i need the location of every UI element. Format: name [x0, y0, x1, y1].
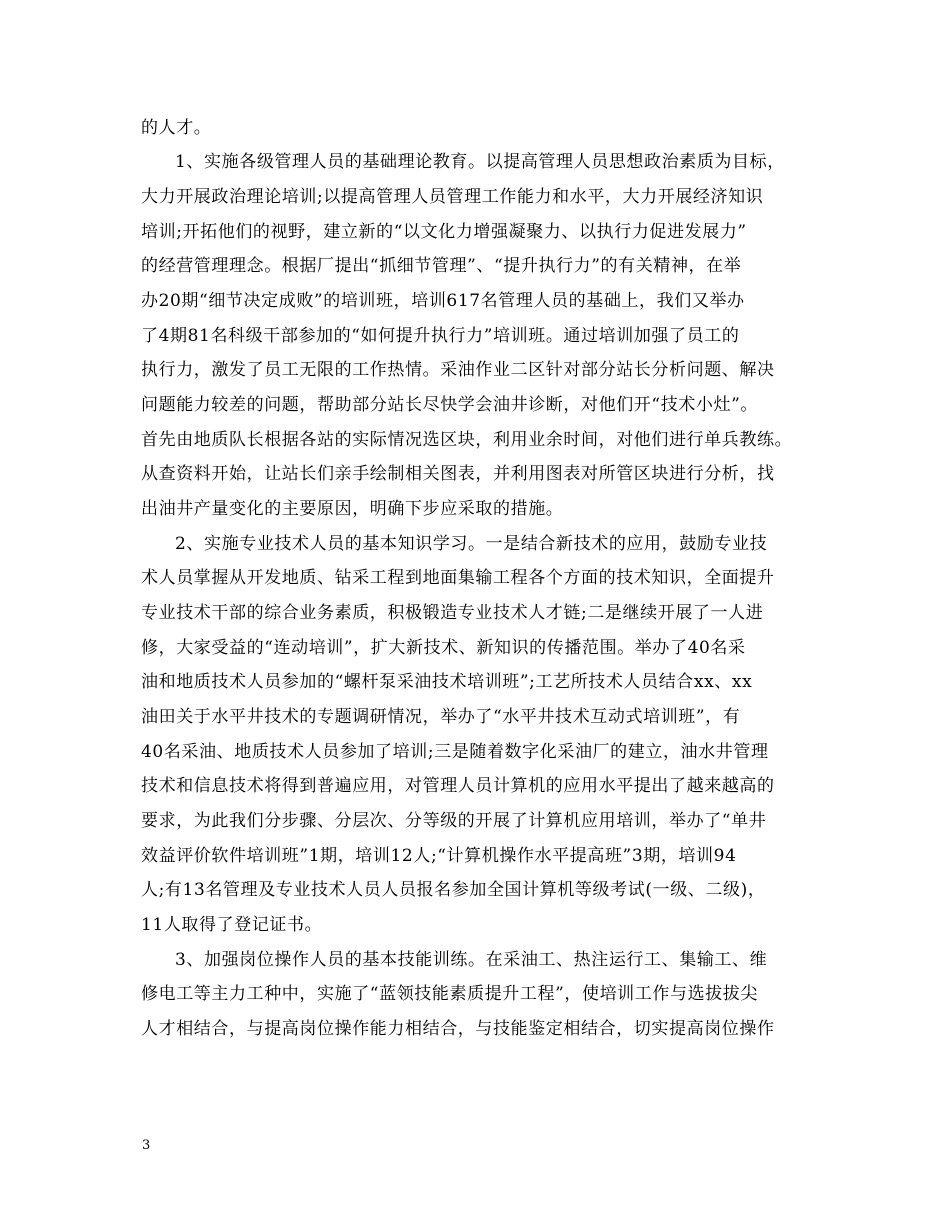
text-line: 专业技术干部的综合业务素质，积极锻造专业技术人才链;二是继续开展了一人进: [141, 603, 764, 623]
text-line: 的人才。: [141, 118, 212, 138]
text-line: 出油井产量变化的主要原因，明确下步应采取的措施。: [141, 499, 564, 519]
text-line: 人;有13名管理及专业技术人员人员报名参加全国计算机等级考试(一级、二级)，: [141, 880, 766, 900]
text-line: 的经营管理理念。根据厂提出“抓细节管理”、“提升执行力”的有关精神，在举: [141, 256, 742, 276]
text-line: 了4期81名科级干部参加的“如何提升执行力”培训班。通过培训加强了员工的: [141, 326, 740, 346]
text-line: 油田关于水平井技术的专题调研情况，举办了“水平井技术互动式培训班”，有: [141, 707, 741, 727]
text-line: 技术和信息技术将得到普遍应用，对管理人员计算机的应用水平提出了越来越高的: [141, 776, 775, 796]
text-line: 培训;开拓他们的视野，建立新的“以文化力增强凝聚力、以执行力促进发展力”: [141, 222, 747, 242]
text-line: 执行力，激发了员工无限的工作热情。采油作业二区针对部分站长分析问题、解决: [141, 360, 775, 380]
text-line: 办20期“细节决定成败”的培训班，培训617名管理人员的基础上，我们又举办: [141, 291, 745, 311]
text-line: 人才相结合，与提高岗位操作能力相结合，与技能鉴定相结合，切实提高岗位操作: [141, 1019, 775, 1039]
page-number: 3: [142, 1138, 151, 1153]
text-line: 修，大家受益的“连动培训”，扩大新技术、新知识的传播范围。举办了40名采: [141, 638, 746, 658]
text-line: 11人取得了登记证书。: [141, 915, 323, 935]
text-line: 3、加强岗位操作人员的基本技能训练。在采油工、热注运行工、集输工、维: [175, 950, 768, 970]
text-line: 从查资料开始，让站长们亲手绘制相关图表，并利用图表对所管区块进行分析，找: [141, 464, 775, 484]
text-line: 修电工等主力工种中，实施了“蓝领技能素质提升工程”，使培训工作与选拔拔尖: [141, 984, 758, 1004]
text-line: 效益评价软件培训班”1期，培训12人;“计算机操作水平提高班”3期，培训94: [141, 846, 737, 866]
text-line: 首先由地质队长根据各站的实际情况选区块，利用业余时间，对他们进行单兵教练。: [141, 430, 793, 450]
text-line: 术人员掌握从开发地质、钻采工程到地面集输工程各个方面的技术知识，全面提升: [141, 568, 775, 588]
text-line: 油和地质技术人员参加的“螺杆泵采油技术培训班”;工艺所技术人员结合xx、xx: [141, 672, 753, 692]
text-line: 40名采油、地质技术人员参加了培训;三是随着数字化采油厂的建立，油水井管理: [141, 742, 769, 762]
text-line: 大力开展政治理论培训;以提高管理人员管理工作能力和水平，大力开展经济知识: [141, 187, 764, 207]
text-line: 要求，为此我们分步骤、分层次、分等级的开展了计算机应用培训，举办了“单井: [141, 811, 767, 831]
text-line: 1、实施各级管理人员的基础理论教育。以提高管理人员思想政治素质为目标，: [175, 152, 785, 172]
text-line: 2、实施专业技术人员的基本知识学习。一是结合新技术的应用，鼓励专业技: [175, 534, 768, 554]
text-line: 问题能力较差的问题，帮助部分站长尽快学会油井诊断，对他们开“技术小灶”。: [141, 395, 758, 415]
